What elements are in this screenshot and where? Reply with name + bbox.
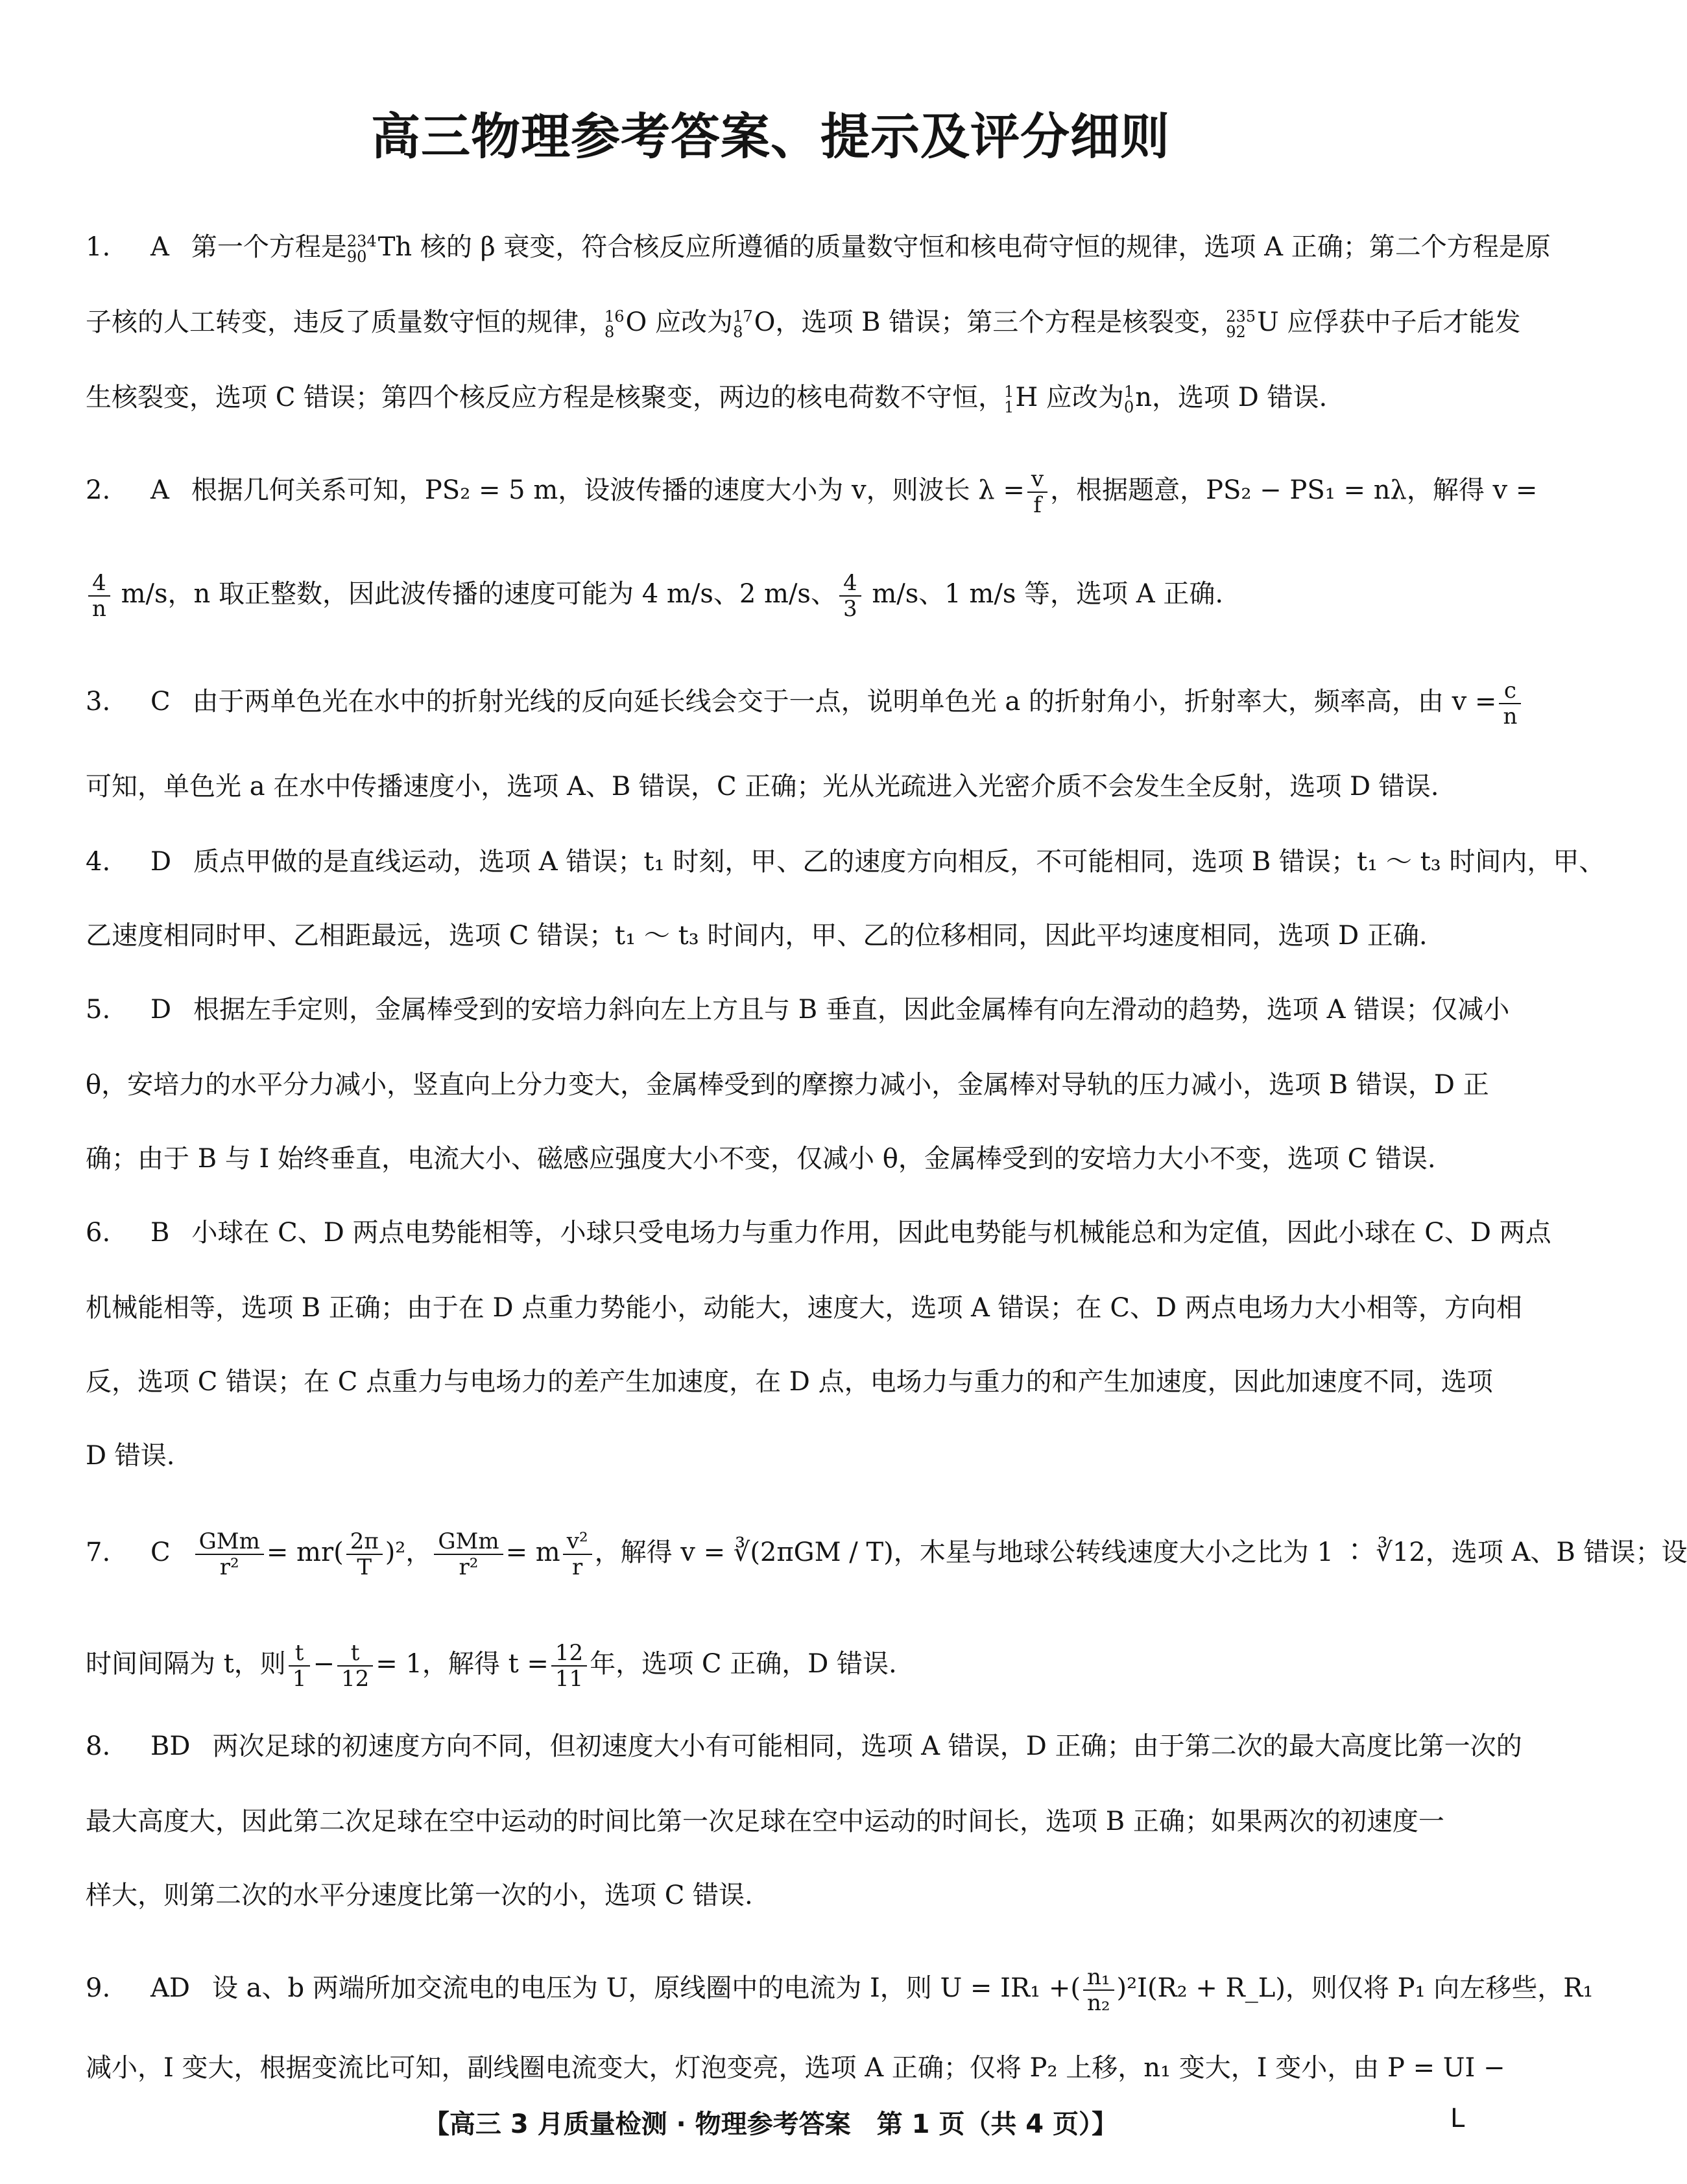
- fraction: $\frac{\text{GMm}}{\text{r²}}$: [434, 1529, 503, 1580]
- fraction: $\frac{c}{n}$: [1499, 678, 1521, 729]
- text: = 1，解得 t =: [376, 1649, 549, 1679]
- answer-letter: C: [150, 1537, 171, 1567]
- question-number: 5.: [86, 995, 111, 1025]
- text: = mr: [266, 1537, 334, 1567]
- fraction: $\frac{v}{f}$: [1027, 467, 1047, 517]
- text: 年，选项 C 正确，D 错误.: [590, 1649, 897, 1679]
- text: U 应俘获中子后才能发: [1257, 307, 1521, 337]
- text: 根据几何关系可知，PS₂ = 5 m，设波传播的速度大小为 v，则波长 λ =: [191, 475, 1025, 505]
- isotope-notation: 17 8: [733, 307, 753, 341]
- fraction: $\frac{\text{GMm}}{\text{r²}}$: [195, 1529, 264, 1580]
- q5-line-3: 确；由于 B 与 I 始终垂直，电流大小、磁感应强度大小不变，仅减小 θ，金属棒受到的安培力大小不变，选项 C 错误.: [86, 1144, 1436, 1174]
- q4-line-2: 乙速度相同时甲、乙相距最远，选项 C 错误；t₁ ～ t₃ 时间内，甲、乙的位移相同，因此平均速度相同，选项 D 正确.: [86, 921, 1428, 951]
- text: H 应改为: [1015, 383, 1124, 412]
- q4-line-1: [86, 843, 1605, 881]
- version-code: L: [1450, 2104, 1465, 2133]
- question-number: 4.: [86, 847, 111, 877]
- text: m/s、1 m/s 等，选项 A 正确.: [872, 579, 1224, 609]
- paren: (: [333, 1537, 344, 1567]
- q5-line-2: θ，安培力的水平分力减小，竖直向上分力变大，金属棒受到的摩擦力减小，金属棒对导轨的压力减小，选项 B 错误，D 正: [86, 1070, 1489, 1100]
- isotope-notation: 234 90: [346, 232, 377, 266]
- q6-line-2: 机械能相等，选项 B 正确；由于在 D 点重力势能小，动能大，速度大，选项 A 错误；在 C、D 两点电场力大小相等，方向相: [86, 1293, 1522, 1323]
- text: −: [313, 1649, 335, 1679]
- q8-line-3: 样大，则第二次的水平分速度比第一次的小，选项 C 错误.: [86, 1881, 753, 1910]
- text: 根据左手定则，金属棒受到的安培力斜向左上方且与 B 垂直，因此金属棒有向左滑动的趋势，选项 A 错误；仅减小: [193, 995, 1510, 1025]
- text: 生核裂变，选项 C 错误；第四个核反应方程是核聚变，两边的核电荷数不守恒，: [86, 383, 1005, 412]
- answer-letter: B: [150, 1218, 170, 1248]
- answer-letter: C: [150, 687, 171, 717]
- answer-letter: D: [150, 995, 172, 1025]
- text: n，选项 D 错误.: [1135, 383, 1328, 412]
- question-number: 1.: [86, 232, 111, 262]
- q3-line-2: 可知，单色光 a 在水中传播速度小，选项 A、B 错误，C 正确；光从光疏进入光密介质不会发生全反射，选项 D 错误.: [86, 772, 1439, 801]
- q6-line-4: D 错误.: [86, 1441, 175, 1471]
- isotope-notation: 1 1: [1004, 383, 1014, 416]
- q2-line-1: [86, 466, 1538, 518]
- text: 小球在 C、D 两点电势能相等，小球只受电场力与重力作用，因此电势能与机械能总和为定值，因此小球在 C、D 两点: [191, 1218, 1551, 1248]
- paren: )²: [1116, 1973, 1138, 2003]
- fraction: $\frac{t}{1}$: [289, 1641, 311, 1691]
- paren: (: [1070, 1973, 1081, 2003]
- q9-line-1: [86, 1964, 1594, 2016]
- text: 质点甲做的是直线运动，选项 A 错误；t₁ 时刻，甲、乙的速度方向相反，不可能相同，选项 B 错误；t₁ ～ t₃ 时间内，甲、: [193, 847, 1605, 877]
- q6-line-1: [86, 1214, 1551, 1252]
- answer-letter: A: [150, 475, 169, 505]
- q1-line-2: [86, 303, 1521, 341]
- q3-line-1: [86, 678, 1518, 730]
- isotope-notation: 235 92: [1226, 307, 1256, 341]
- isotope-notation: 1 0: [1123, 383, 1134, 416]
- fraction: $\frac{t}{12}$: [337, 1641, 373, 1691]
- fraction: $\frac{12}{11}$: [551, 1641, 587, 1691]
- question-number: 6.: [86, 1218, 111, 1248]
- answer-letter: D: [150, 847, 172, 877]
- question-number: 3.: [86, 687, 111, 717]
- q9-line-2: 减小，I 变大，根据变流比可知，副线圈电流变大，灯泡变亮，选项 A 正确；仅将 P₂ 上移，n₁ 变大，I 变小，由 P = UI −: [86, 2053, 1505, 2083]
- question-number: 9.: [86, 1973, 111, 2003]
- text: O，选项 B 错误；第三个方程是核裂变，: [754, 307, 1226, 337]
- fraction: $\frac{2\pi}{T}$: [346, 1529, 383, 1580]
- text: ，根据题意，PS₂ − PS₁ = nλ，解得 v =: [1050, 475, 1538, 505]
- answer-letter: A: [150, 232, 169, 262]
- text: Th 核的 β 衰变，符合核反应所遵循的质量数守恒和核电荷守恒的规律，选项 A 正确；第二个方程是原: [377, 232, 1551, 262]
- text: O 应改为: [625, 307, 734, 337]
- q2-line-2: [86, 571, 1487, 621]
- text: ，: [405, 1537, 432, 1567]
- q8-line-2: 最大高度大，因此第二次足球在空中运动的时间比第一次足球在空中运动的时间长，选项 B 正确；如果两次的初速度一: [86, 1807, 1444, 1836]
- text: 第一个方程是: [191, 232, 347, 262]
- text: 设 a、b 两端所加交流电的电压为 U，原线圈中的电流为 I，则 U = IR₁ +: [211, 1973, 1071, 2003]
- text: m/s，n 取正整数，因此波传播的速度可能为 4 m/s、2 m/s、: [121, 579, 837, 609]
- text: = m: [505, 1537, 560, 1567]
- answer-letter: BD: [150, 1731, 191, 1761]
- question-number: 2.: [86, 475, 111, 505]
- text: 时间间隔为 t，则: [86, 1649, 286, 1679]
- text: 子核的人工转变，违反了质量数守恒的规律，: [86, 307, 604, 337]
- question-number: 8.: [86, 1731, 111, 1761]
- fraction: $\frac{\text{v²}}{r}$: [563, 1529, 592, 1580]
- answer-letter: AD: [150, 1973, 190, 2003]
- q8-line-1: [86, 1727, 1522, 1765]
- paren: )²: [385, 1537, 406, 1567]
- text: ，解得 v = ∛(2πGM / T)，木星与地球公转线速度大小之比为 1 ∶ ∛12，选项 A、B 错误；设: [594, 1537, 1687, 1567]
- question-number: 7.: [86, 1537, 111, 1567]
- q1-line-3: [86, 379, 1487, 416]
- fraction: $\frac{4}{3}$: [839, 571, 861, 621]
- isotope-notation: 16 8: [604, 307, 625, 341]
- q1-line-1: [86, 228, 1551, 266]
- text: 两次足球的初速度方向不同，但初速度大小有可能相同，选项 A 错误，D 正确；由于第二次的最大高度比第一次的: [212, 1731, 1522, 1761]
- q7-line-1: [86, 1528, 1687, 1580]
- text: 由于两单色光在水中的折射光线的反向延长线会交于一点，说明单色光 a 的折射角小，折射率大，频率高，由 v =: [192, 687, 1497, 717]
- q5-line-1: [86, 991, 1510, 1028]
- fraction: $\frac{\text{n₁}}{\text{n₂}}$: [1083, 1965, 1114, 2015]
- text: I(R₂ + R_L)，则仅将 P₁ 向左移些，R₁: [1137, 1973, 1594, 2003]
- page-title: 高三物理参考答案、提示及评分细则: [371, 108, 1170, 165]
- q6-line-3: 反，选项 C 错误；在 C 点重力与电场力的差产生加速度，在 D 点，电场力与重力的和产生加速度，因此加速度不同，选项: [86, 1367, 1493, 1397]
- page-footer: 【高三 3 月质量检测 · 物理参考答案 第 1 页（共 4 页）】: [423, 2109, 1118, 2139]
- q7-line-2: [86, 1641, 1487, 1691]
- fraction: $\frac{4}{n}$: [88, 571, 110, 621]
